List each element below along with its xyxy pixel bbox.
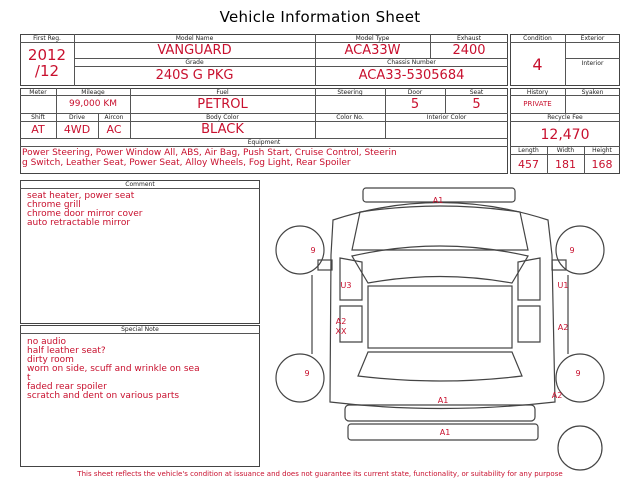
steering-label: Steering	[337, 89, 363, 96]
special-note-line: half leather seat?	[27, 346, 106, 356]
damage-mark-left-front: U3	[340, 281, 352, 290]
equipment-line-1: Power Steering, Power Window All, ABS, Air Bag, Push Start, Cruise Control, Steerin	[22, 148, 397, 158]
shift-value: AT	[31, 123, 45, 136]
model-type-label: Model Type	[355, 35, 390, 42]
width-value: 181	[555, 158, 576, 171]
disclaimer-footer: This sheet reflects the vehicle's condition at issuance and does not guarantee its current state, functionality, or suitability for any purpose	[77, 470, 563, 478]
comment-line: chrome door mirror cover	[27, 209, 143, 219]
exterior-label: Exterior	[580, 35, 605, 42]
body-color-label: Body Color	[206, 114, 239, 121]
model-name-value: VANGUARD	[157, 43, 232, 58]
exhaust-label: Exhaust	[456, 35, 482, 42]
mileage-label: Mileage	[81, 89, 105, 96]
damage-mark-wheel-rr: 9	[575, 369, 581, 378]
damage-mark-rear-top: A1	[437, 396, 449, 405]
damage-mark-wheel-fr: 9	[569, 246, 575, 255]
equipment-label: Equipment	[247, 139, 281, 146]
syaken-label: Syaken	[581, 89, 604, 96]
damage-mark-rear-right: A2	[551, 391, 563, 400]
special-note-line: no audio	[27, 337, 67, 347]
mileage-value: 99,000 KM	[68, 99, 118, 109]
seat-label: Seat	[469, 89, 484, 96]
condition-value: 4	[532, 55, 543, 74]
color-no-label: Color No.	[336, 114, 364, 121]
height-label: Height	[592, 147, 612, 154]
chassis-value: ACA33-5305684	[358, 68, 465, 83]
recycle-fee-value: 12,470	[540, 127, 590, 143]
special-note-line: t	[27, 373, 31, 383]
first-reg-month: /12	[34, 62, 60, 80]
aircon-value: AC	[106, 123, 122, 136]
length-label: Length	[518, 147, 539, 154]
damage-mark-right-front: U1	[557, 281, 569, 290]
first-reg-year: 2012	[27, 46, 67, 64]
height-value: 168	[591, 158, 613, 171]
damage-mark-wheel-rl: 9	[304, 369, 310, 378]
grade-label: Grade	[185, 59, 204, 66]
first-reg-label: First Reg.	[33, 35, 61, 42]
model-name-label: Model Name	[175, 35, 214, 42]
special-note-label: Special Note	[121, 326, 159, 333]
condition-label: Condition	[523, 35, 552, 42]
meter-label: Meter	[29, 89, 47, 96]
model-type-value: ACA33W	[344, 43, 401, 58]
recycle-fee-label: Recycle Fee	[547, 114, 583, 121]
sheet-title: Vehicle Information Sheet	[219, 8, 421, 26]
damage-mark-front: A1	[432, 196, 444, 205]
interior-label: Interior	[581, 60, 604, 67]
width-label: Width	[556, 147, 575, 154]
drive-value: 4WD	[63, 123, 91, 136]
length-value: 457	[518, 158, 539, 171]
special-note-line: worn on side, scuff and wrinkle on sea	[27, 364, 200, 374]
chassis-label: Chassis Number	[387, 59, 436, 66]
damage-mark-left-mid-2: XX	[335, 327, 347, 336]
door-value: 5	[410, 97, 420, 112]
special-note-line: faded rear spoiler	[27, 382, 107, 392]
comment-label: Comment	[125, 181, 155, 188]
fuel-value: PETROL	[197, 97, 248, 112]
fuel-label: Fuel	[216, 89, 229, 96]
special-note-line: scratch and dent on various parts	[27, 391, 180, 401]
special-note-line: dirty room	[27, 355, 74, 365]
seat-value: 5	[472, 97, 481, 112]
interior-color-label: Interior Color	[426, 114, 467, 121]
grade-value: 240S G PKG	[155, 68, 234, 83]
aircon-label: Aircon	[104, 114, 124, 121]
damage-mark-wheel-fl: 9	[310, 246, 316, 255]
damage-mark-rear-bottom: A1	[439, 428, 451, 437]
damage-mark-left-mid-1: A2	[335, 317, 347, 326]
body-color-value: BLACK	[201, 122, 244, 137]
damage-mark-right-mid: A2	[557, 323, 569, 332]
door-label: Door	[407, 89, 423, 96]
comment-line: auto retractable mirror	[27, 218, 131, 228]
comment-line: seat heater, power seat	[27, 191, 135, 201]
drive-label: Drive	[69, 114, 85, 121]
exhaust-value: 2400	[452, 43, 486, 58]
history-value: PRIVATE	[523, 100, 552, 108]
shift-label: Shift	[31, 114, 45, 121]
comment-line: chrome grill	[27, 200, 81, 210]
equipment-line-2: g Switch, Leather Seat, Power Seat, Alloy Wheels, Fog Light, Rear Spoiler	[22, 158, 351, 168]
history-label: History	[526, 89, 549, 96]
